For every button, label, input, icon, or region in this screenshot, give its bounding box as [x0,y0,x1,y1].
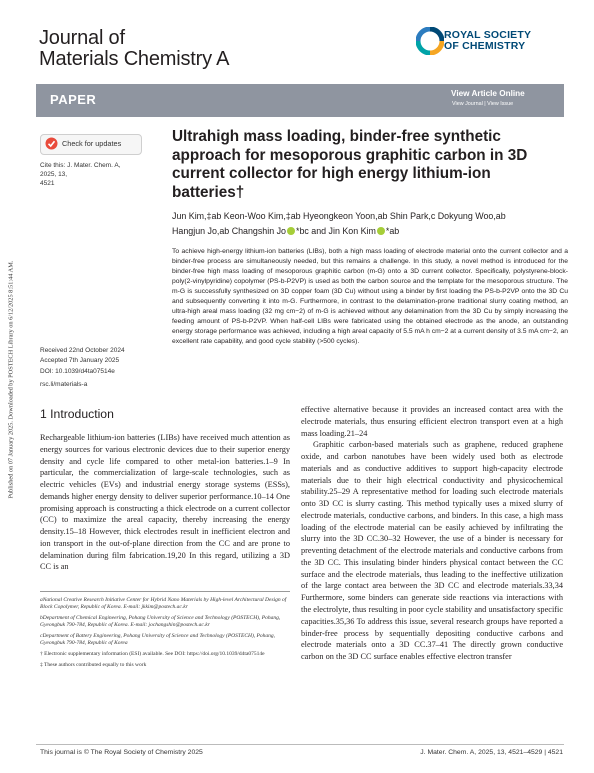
footnote-divider [40,591,290,592]
affiliation-b: bDepartment of Chemical Engineering, Pohang University of Science and Technology (POSTECH), Pohang, Gyeongbuk 790-784, Republic of Korea. E-mail: jochangshin@postech.ac.kr [40,615,281,629]
section-heading: 1 Introduction [40,407,114,421]
footnotes [40,597,290,672]
doi[interactable]: DOI: 10.1039/d4ta07514e [40,368,115,375]
copyright-footer: This journal is © The Royal Society of Chemistry 2025 [40,749,203,756]
page-citation-footer: J. Mater. Chem. A, 2025, 13, 4521–4529 | 4521 [420,749,563,756]
rsc-logo-icon [416,27,444,55]
view-article-online-link[interactable]: View Article Online [451,89,525,98]
author-line2-part2: *bc and Jin Kon Kim [295,225,376,236]
author-line1: Jun Kim,‡ab Keon-Woo Kim,‡ab Hyeongkeon Yoon,ab Shin Park,c Dokyung Woo,ab [172,211,506,221]
orcid-icon[interactable] [287,227,295,235]
citation-info [40,161,135,188]
article-dates [40,346,160,365]
body-paragraph: Graphitic carbon-based materials such as graphene, reduced graphene oxide, and carbon nanotubes have been widely used both as electrode materials and as conductive additives to support high-capacity electrode materials due to their high electrical conductivity and physicochemical stability.25–29 A representative method for loading such electrode materials onto 3D CC is slurry casting. This method typically uses a mixed slurry of electrode materials, conductive carbons, and binders. In this case, a high mass loading of the electrode material can be easily achieved by infiltrating the slurry into the 3D CC.30–32 However, the use of a binder is necessary for preventing detachment of the electrode materials and conductive carbons from the 3D CC. This insulating binder hinders physical contact between the CC surface and the electrode materials, thus leading to the ineffective utilization of the large contact area between the 3D CC and electrode materials.33,34 Furthermore, some binders can generate side reactions via interactions with the electrolyte, thus resulting in poor cycle stability and unsatisfactory specific capacities.35,36 To address this issue, several research groups have reported a binder-free process by sequentially depositing conductive carbons and electrode materials onto a 3D CC.37–41 The directly grown conductive carbon on the 3D CC surface enables effective electron transfer [301,440,563,662]
journal-title-line1: Journal of [39,27,125,49]
journal-title-line2: Materials Chemistry A [39,48,230,70]
affiliation-a: aNational Creative Research Initiative Center for Hybrid Nano Materials by High-level Architectural Design of Block Copolymer, Republic of Korea. E-mail: jkkim@postech.ac.kr [40,597,287,611]
view-journal-issue-links[interactable]: View Journal | View Issue [452,101,514,107]
author-line2-part3: *ab [385,225,400,236]
publication-sidebar-note: Published on 07 January 2025. Downloaded by POSTECH Library on 6/12/2025 8:51:44 AM. [7,260,15,499]
body-paragraph: effective alternative because it provides an increased contact area with the electrode materials, thus ensuring efficient electron transport even at a high mass loading.21–24 [301,405,563,438]
affiliation-c: cDepartment of Battery Engineering, Pohang University of Science and Technology (POSTECH), Pohang, Gyeongbuk 790-784, Republic of Korea [40,633,276,647]
body-text-right [301,404,563,663]
publisher-line2: OF CHEMISTRY [444,40,526,52]
publisher-line1: ROYAL SOCIETY [444,29,532,41]
accepted-date: Accepted 7th January 2025 [40,356,120,364]
orcid-icon[interactable] [377,227,385,235]
article-title: Ultrahigh mass loading, binder-free synthetic approach for mesoporous graphitic carbon in 3D current collector for high energy lithium-ion batteries† [172,128,528,201]
author-line2-part1: Hangjun Jo,ab Changshin Jo [172,225,286,236]
journal-link[interactable]: rsc.li/materials-a [40,381,88,388]
received-date: Received 22nd October 2024 [40,347,125,354]
body-text-left: Rechargeable lithium-ion batteries (LIBs) have received much attention as energy sources for various electronic devices due to their superior energy density and cycle life compared to other metal-ion batteries.1–9 In particular, the commercialization of large-scale technologies, such as electric vehicles (EVs) and industrial energy storage systems (ESSs), demands higher energy density to deliver superior performance.10–14 One promising approach is constructing a thick electrode on a current collector (CC) to maximize the areal capacity, thereby increasing the energy density.15–18 However, thick electrodes result in inefficient electron and ion transport in the out-of-plane direction from the CC and are prone to delamination during film fabrication.19,20 In this regard, utilizing a 3D CC is an [40,433,290,572]
journal-title [39,28,229,70]
author-list [172,209,572,238]
check-updates-icon [45,137,58,150]
article-type-label: PAPER [50,92,97,107]
check-for-updates-label: Check for updates [62,139,122,148]
footer-divider [36,744,564,745]
equal-contribution-note: ‡ These authors contributed equally to this work [40,661,147,668]
esi-note: † Electronic supplementary information (ESI) available. See DOI: https://doi.org/10.1039/d4ta07514e [40,651,265,657]
publisher-name [444,30,531,52]
citation-line2: 4521 [40,180,55,187]
abstract: To achieve high-energy lithium-ion batteries (LIBs), both a high mass loading of electrode material onto the current collector and a binder-free process are simultaneously needed, but this remains a challenge. In this study, a novel method is introduced for the binder-free high mass loading of mesoporous graphitic carbon (m-G) onto a 3D current collector. Specifically, polystyrene-block-poly(2-vinylpyridine) copolymer (PS-b-P2VP) is used as both the carbon source and the template for the mesoporous structure. The m-G is successfully synthesized on 3D copper foam (3D Cu) without using a binder by first loading the PS-b-P2VP onto the 3D Cu and subsequently converting it into m-G. Furthermore, in contrast to the delamination-prone traditional slurry coating method, an ultra-high areal mass loading (32 mg cm−2) of m-G is achieved without any delamination from the 3D Cu by simply increasing the feeding amount of PS-b-P2VP. When half-cell LIBs were fabricated using the obtained electrode as the anode, an outstanding energy storage performance was achieved, including a high areal capacity of 5.5 mA h cm−2 at a current density of 3.5 mA cm−2, an excellent rate capability, and good cycle stability (>500 cycles). [172,248,568,346]
citation-line1: Cite this: J. Mater. Chem. A, 2025, 13, [40,162,121,178]
author-line2 [172,224,572,239]
